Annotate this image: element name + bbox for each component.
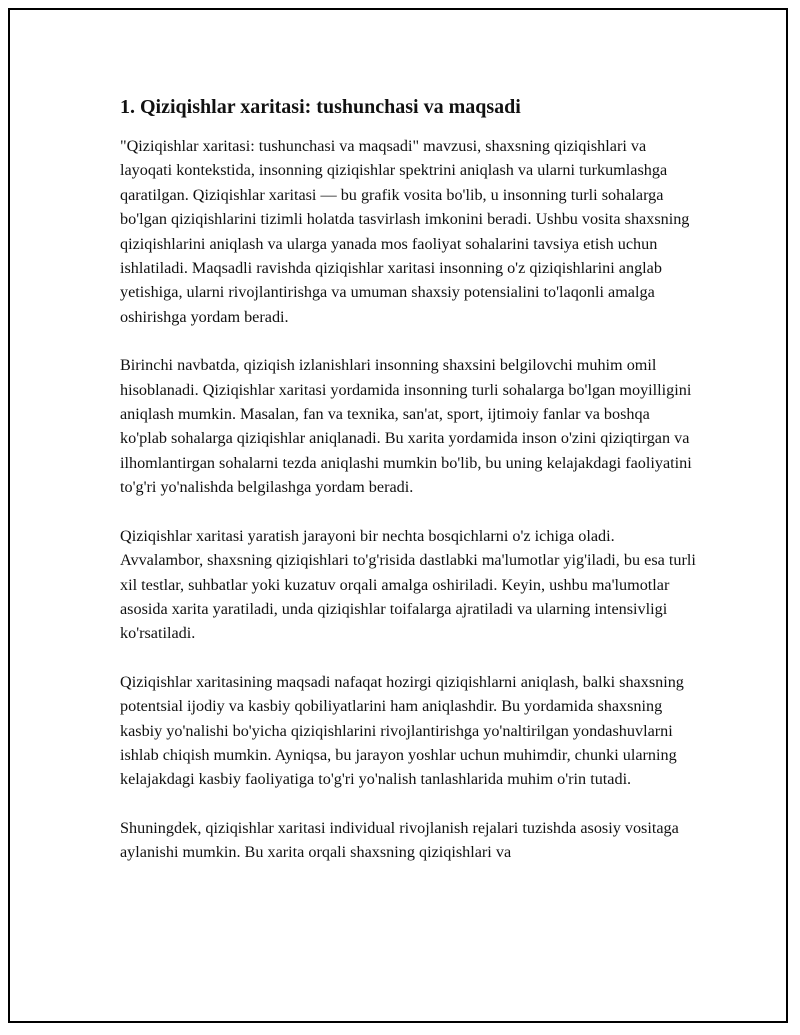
page-border xyxy=(8,8,788,1023)
section-heading: 1. Qiziqishlar xaritasi: tushunchasi va maqsadi xyxy=(120,96,521,118)
paragraph-4: Qiziqishlar xaritasining maqsadi nafaqat hozirgi qiziqishlarni aniqlash, balki shaxsning potentsial ijodiy va kasbiy qobiliyatlarini ham aniqlashdir. Bu yordamida shaxsning kasbiy yo'nalishi bo'yicha qiziqishlarini rivojlantirishga yo'naltirilgan yondashuvlarni ishlab chiqish mumkin. Ayniqsa, bu jarayon yoshlar uchun muhimdir, chunki ularning kelajakdagi kasbiy faoliyatiga to'g'ri yo'nalish tanlashlarida muhim o'rin tutadi. xyxy=(120,672,684,789)
paragraph-1: "Qiziqishlar xaritasi: tushunchasi va maqsadi" mavzusi, shaxsning qiziqishlari va layoqati kontekstida, insonning qiziqishlar spektrini aniqlash va ularni turkumlashga qaratilgan. Qiziqishlar xaritasi — bu grafik vosita bo'lib, u insonning turli sohalarga bo'lgan qiziqishlarini tizimli holatda tasvirlash imkonini beradi. Ushbu vosita shaxsning qiziqishlarini aniqlash va ularga yanada mos faoliyat sohalarini tavsiya etish uchun ishlatiladi. Maqsadli ravishda qiziqishlar xaritasi insonning o'z qiziqishlarini anglab yetishiga, ularni rivojlantirishga va umuman shaxsiy potensialini to'laqonli amalga oshirishga yordam beradi. xyxy=(120,137,690,326)
document-body xyxy=(120,94,700,889)
paragraph-2: Birinchi navbatda, qiziqish izlanishlari insonning shaxsini belgilovchi muhim omil hisoblanadi. Qiziqishlar xaritasi yordamida insonning turli sohalarga bo'lgan moyilligini aniqlash mumkin. Masalan, fan va texnika, san'at, sport, ijtimoiy fanlar va boshqa ko'plab sohalarga qiziqishlar aniqlanadi. Bu xarita yordamida inson o'zini qiziqtirgan va ilhomlantirgan sohalarni tezda aniqlashi mumkin bo'lib, bu uning kelajakdagi faoliyatini to'g'ri yo'nalishda belgilashga yordam beradi. xyxy=(120,356,692,497)
paragraph-5: Shuningdek, qiziqishlar xaritasi individual rivojlanish rejalari tuzishda asosiy vositaga aylanishi mumkin. Bu xarita orqali shaxsning qiziqishlari va xyxy=(120,818,679,862)
paragraph-3: Qiziqishlar xaritasi yaratish jarayoni bir nechta bosqichlarni o'z ichiga oladi. Avvalambor, shaxsning qiziqishlari to'g'risida dastlabki ma'lumotlar yig'iladi, bu esa turli xil testlar, suhbatlar yoki kuzatuv orqali amalga oshiriladi. Keyin, ushbu ma'lumotlar asosida xarita yaratiladi, unda qiziqishlar toifalarga ajratiladi va ularning intensivligi ko'rsatiladi. xyxy=(120,526,696,643)
